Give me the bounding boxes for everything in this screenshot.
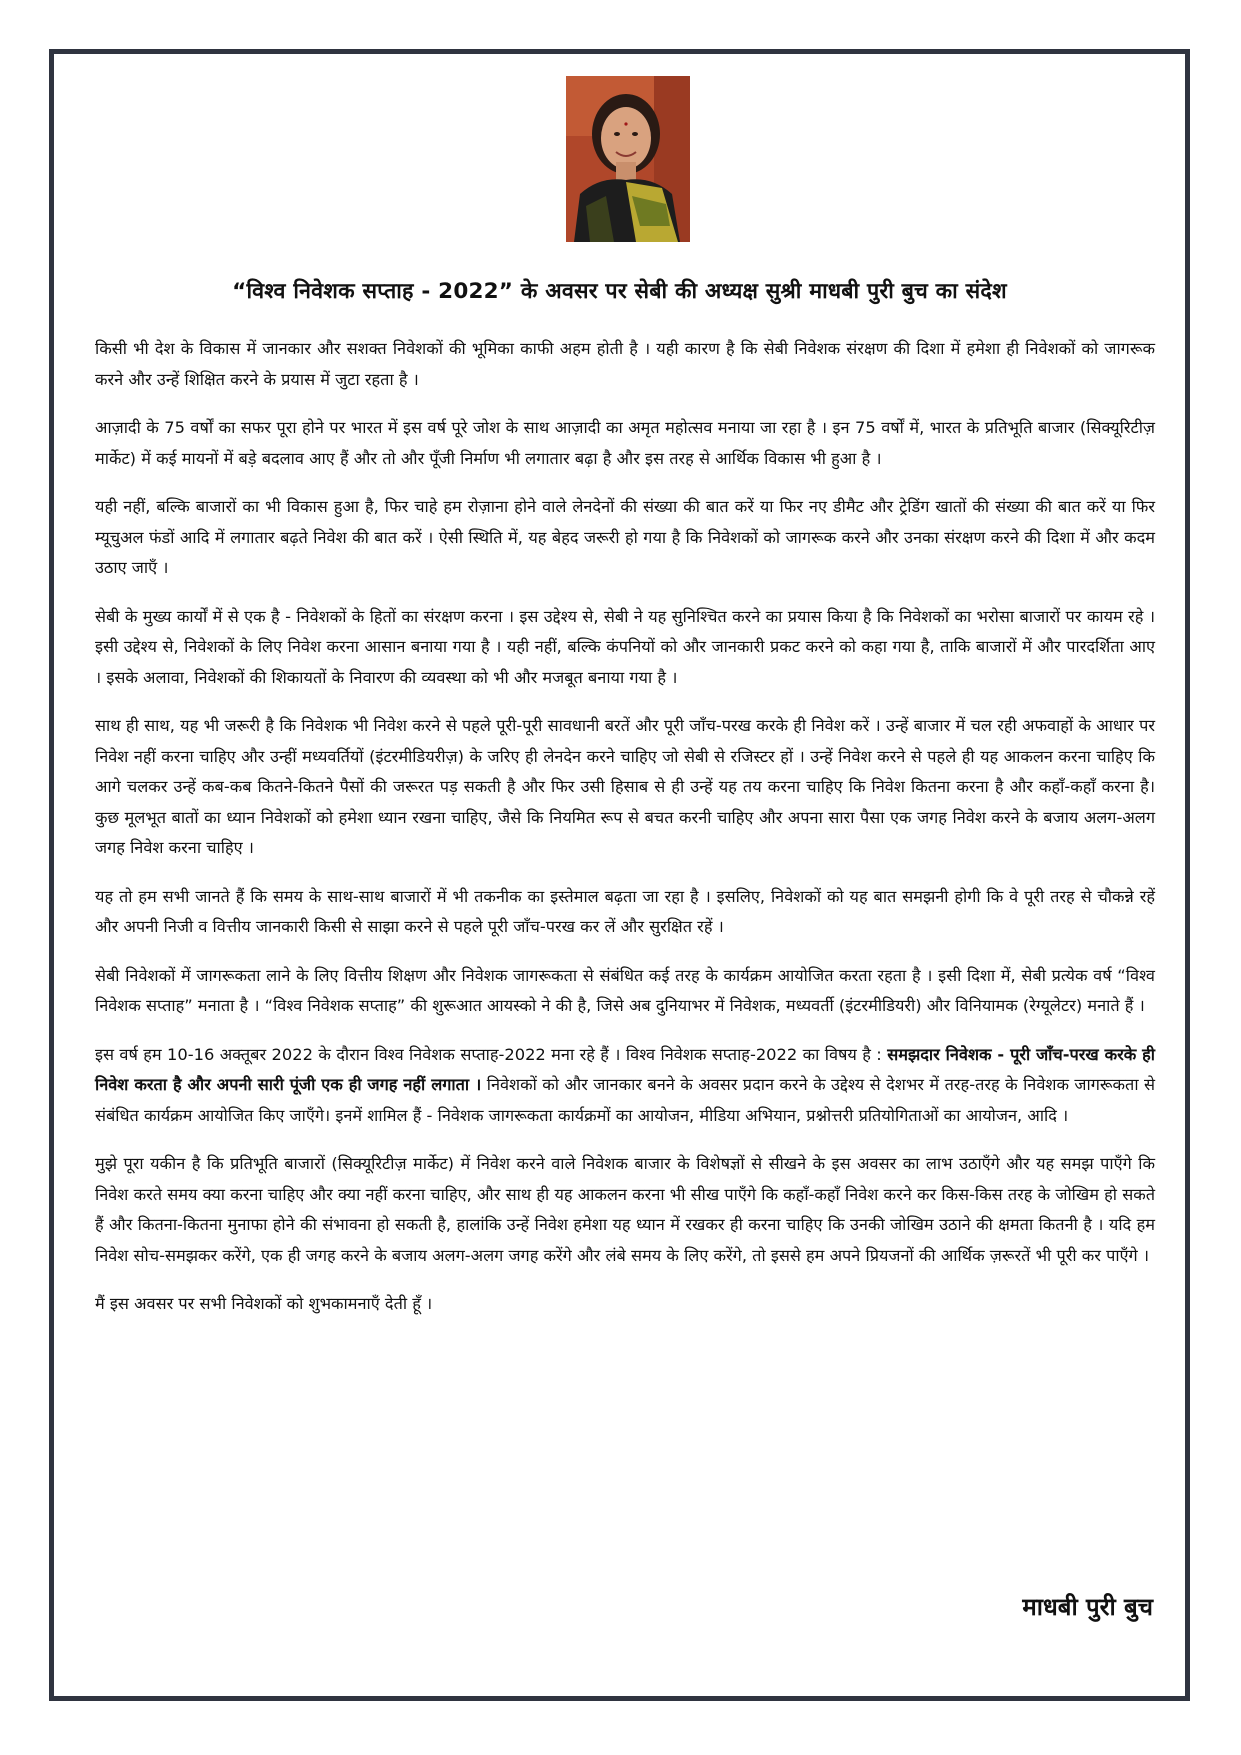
paragraph-4: सेबी के मुख्य कार्यों में से एक है - निवेशकों के हितों का संरक्षण करना । इस उद्देश्य से, सेबी ने यह सुनिश्चित करने का प्रयास किया है कि निवेशकों का भरोसा बाजारों पर कायम रहे । इसी उद्देश्य से, निवेशकों के लिए निवेश करना आसान बनाया गया है । यही नहीं, बल्कि कंपनियों को और जानकारी प्रकट करने को कहा गया है, ताकि बाजारों में और पारदर्शिता आए । इसके अलावा, निवेशकों की शिकायतों के निवारण की व्यवस्था को भी और मजबूत बनाया गया है । <box>95 606 1155 687</box>
message-body <box>95 334 1155 1338</box>
paragraph-6: यह तो हम सभी जानते हैं कि समय के साथ-साथ बाजारों में भी तकनीक का इस्तेमाल बढ़ता जा रहा है । इसलिए, निवेशकों को यह बात समझनी होगी कि वे पूरी तरह से चौकन्ने रहें और अपनी निजी व वित्तीय जानकारी किसी से साझा करने से पहले पूरी जाँच-परख कर लें और सुरक्षित रहें । <box>95 886 1155 936</box>
paragraph-theme <box>95 1040 1155 1132</box>
signature: माधबी पुरी बुच <box>1022 1593 1153 1621</box>
portrait-photo <box>566 76 690 242</box>
paragraph-closing: मुझे पूरा यकीन है कि प्रतिभूति बाजारों (सिक्यूरिटीज़ मार्केट) में निवेश करने वाले निवेशक बाजार के विशेषज्ञों से सीखने के इस अवसर का लाभ उठाएँगे और यह समझ पाएँगे कि निवेश करते समय क्या करना चाहिए और क्या नहीं करना चाहिए, और साथ ही यह आकलन करना भी सीख पाएँगे कि कहाँ-कहाँ निवेश करने कर किस-किस तरह के जोखिम हो सकते हैं और कितना-कितना मुनाफा होने की संभावना हो सकती है, हालांकि उन्हें निवेश हमेशा यह ध्यान में रखकर ही करना चाहिए कि उनकी जोखिम उठाने की क्षमता कितनी है । यदि हम निवेश सोच-समझकर करेंगे, एक ही जगह करने के बजाय अलग-अलग जगह करेंगे और लंबे समय के लिए करेंगे, तो इससे हम अपने प्रियजनों की आर्थिक ज़रूरतें भी पूरी कर पाएँगे । <box>95 1154 1155 1265</box>
paragraph-2: आज़ादी के 75 वर्षों का सफर पूरा होने पर भारत में इस वर्ष पूरे जोश के साथ आज़ादी का अमृत महोत्सव मनाया जा रहा है । इन 75 वर्षों में, भारत के प्रतिभूति बाजार (सिक्यूरिटीज़ मार्केट) में कई मायनों में बड़े बदलाव आए हैं और तो और पूँजी निर्माण भी लगातार बढ़ा है और इस तरह से आर्थिक विकास भी हुआ है । <box>95 418 1155 468</box>
theme-statement: समझदार निवेशक - पूरी जाँच-परख करके ही निवेश करता है और अपनी सारी पूंजी एक ही जगह नहीं लगाता । <box>95 1044 1156 1094</box>
paragraph-5: साथ ही साथ, यह भी जरूरी है कि निवेशक भी निवेश करने से पहले पूरी-पूरी सावधानी बरतें और पूरी जाँच-परख करके ही निवेश करें । उन्हें बाजार में चल रही अफवाहों के आधार पर निवेश नहीं करना चाहिए और उन्हीं मध्यवर्तियों (इंटरमीडियरीज़) के जरिए ही लेनदेन करने चाहिए जो सेबी से रजिस्टर हों । उन्हें निवेश करने से पहले ही यह आकलन करना चाहिए कि आगे चलकर उन्हें कब-कब कितने-कितने पैसों की जरूरत पड़ सकती है और फिर उसी हिसाब से ही उन्हें यह तय करना चाहिए कि निवेश कितना करना है और कहाँ-कहाँ करना है। कुछ मूलभूत बातों का ध्यान निवेशकों को हमेशा ध्यान रखना चाहिए, जैसे कि नियमित रूप से बचत करनी चाहिए और अपना सारा पैसा एक जगह निवेश करने के बजाय अलग-अलग जगह निवेश करना चाहिए । <box>95 716 1155 857</box>
paragraph-1: किसी भी देश के विकास में जानकार और सशक्त निवेशकों की भूमिका काफी अहम होती है । यही कारण है कि सेबी निवेशक संरक्षण की दिशा में हमेशा ही निवेशकों को जागरूक करने और उन्हें शिक्षित करने के प्रयास में जुटा रहता है । <box>95 339 1155 389</box>
paragraph-7: सेबी निवेशकों में जागरूकता लाने के लिए वित्तीय शिक्षण और निवेशक जागरूकता से संबंधित कई तरह के कार्यक्रम आयोजित करता रहता है । इसी दिशा में, सेबी प्रत्येक वर्ष “विश्व निवेशक सप्ताह” मनाता है । “विश्व निवेशक सप्ताह” की शुरूआत आयस्को ने की है, जिसे अब दुनियाभर में निवेशक, मध्यवर्ती (इंटरमीडियरी) और विनियामक (रेग्यूलेटर) मनाते हैं । <box>95 965 1155 1015</box>
page-title: “विश्व निवेशक सप्ताह - 2022” के अवसर पर सेबी की अध्यक्ष सुश्री माधबी पुरी बुच का संदेश <box>232 279 1007 304</box>
page-border <box>49 49 1190 1701</box>
greeting: मैं इस अवसर पर सभी निवेशकों को शुभकामनाएँ देती हूँ । <box>95 1294 433 1313</box>
theme-intro: इस वर्ष हम 10-16 अक्तूबर 2022 के दौरान विश्व निवेशक सप्ताह-2022 मना रहे हैं । विश्व निवेशक सप्ताह-2022 का विषय है : <box>95 1044 888 1064</box>
paragraph-3: यही नहीं, बल्कि बाजारों का भी विकास हुआ है, फिर चाहे हम रोज़ाना होने वाले लेनदेनों की संख्या की बात करें या फिर नए डीमैट और ट्रेडिंग खातों की संख्या की बात करें या फिर म्यूचुअल फंडों आदि में लगातार बढ़ते निवेश की बात करें । ऐसी स्थिति में, यह बेहद जरूरी हो गया है कि निवेशकों को जागरूक करने और उनका संरक्षण करने की दिशा में और कदम उठाए जाएँ । <box>95 497 1155 577</box>
theme-details: निवेशकों को और जानकार बनने के अवसर प्रदान करने के उद्देश्य से देशभर में तरह-तरह के निवेशक जागरूकता से संबंधित कार्यक्रम आयोजित किए जाएँगे। इनमें शामिल हैं - निवेशक जागरूकता कार्यक्रमों का आयोजन, मीडिया अभियान, प्रश्नोत्तरी प्रतियोगिताओं का आयोजन, आदि । <box>95 1075 1156 1125</box>
